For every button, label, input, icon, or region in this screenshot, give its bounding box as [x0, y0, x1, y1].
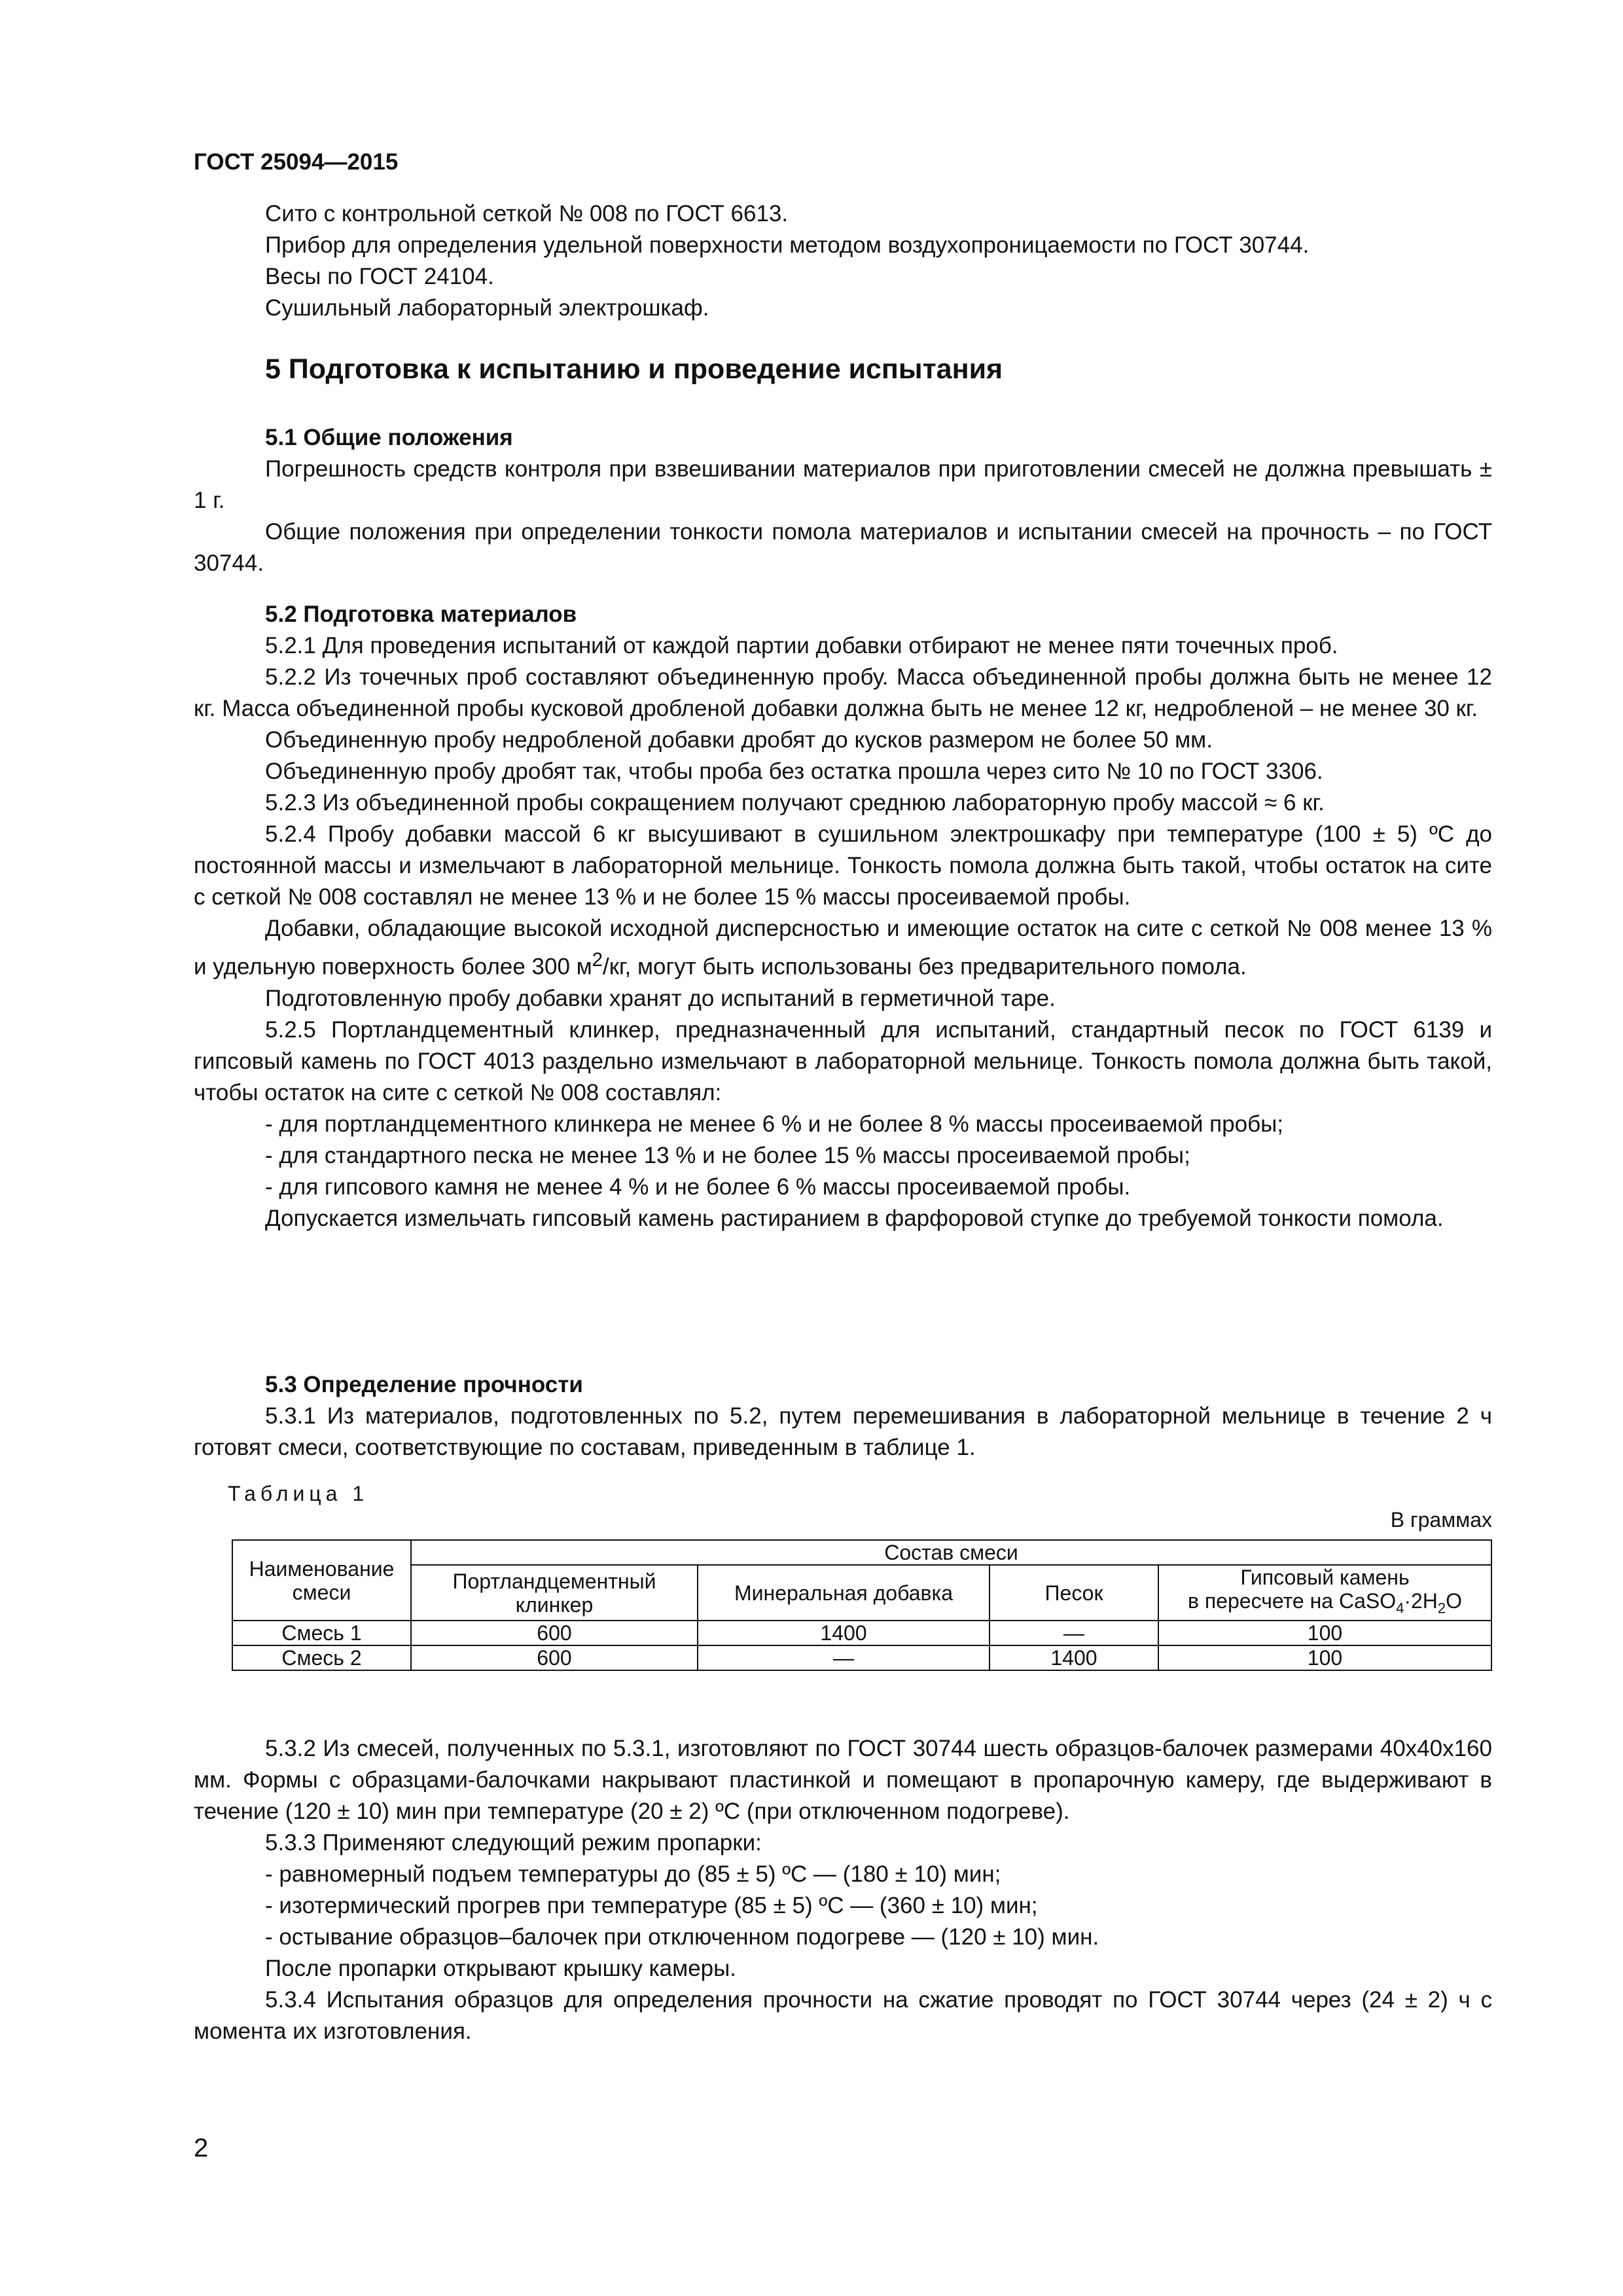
paragraph: [194, 913, 1492, 983]
equipment-item: Прибор для определения удельной поверхности методом воздухопроницаемости по ГОСТ 30744.: [265, 232, 1310, 258]
table-cell: 100: [1158, 1621, 1491, 1645]
paragraph: Подготовленную пробу добавки хранят до испытаний в герметичной таре.: [265, 985, 1056, 1011]
table-cell: Смесь 2: [232, 1645, 411, 1670]
text-run: Добавки, обладающие высокой исходной дисперсностью и имеющие остаток на сите с сеткой № 008 менее 13 % и удельную поверхность более 300 м: [194, 916, 1492, 980]
text-run: /кг, могут быть использованы без предварительного помола.: [602, 954, 1247, 980]
paragraph: Допускается измельчать гипсовый камень растиранием в фарфоровой ступке до требуемой тонкости помола.: [265, 1205, 1444, 1231]
paragraph: Объединенную пробу дробят так, чтобы проба без остатка прошла через сито № 10 по ГОСТ 3306.: [265, 759, 1323, 784]
paragraph: 5.2.4 Пробу добавки массой 6 кг высушивают в сушильном электрошкафу при температуре (100 ± 5) ºС до постоянной массы и измельчают в лабораторной мельнице. Тонкость помола должна быть такой, чтобы остаток на сите с сеткой № 008 составлял не менее 13 % и не более 15 % массы просеиваемой пробы.: [194, 821, 1492, 910]
column-header-line: Гипсовый камень: [1240, 1566, 1410, 1589]
paragraph: Общие положения при определении тонкости помола материалов и испытании смесей на прочность – по ГОСТ 30744.: [194, 519, 1492, 576]
paragraph: 5.2.1 Для проведения испытаний от каждой партии добавки отбирают не менее пяти точечных проб.: [265, 633, 1338, 658]
table-header-row: [232, 1565, 1491, 1621]
text-run: в пересчете на CaSO: [1187, 1589, 1397, 1613]
list-item: - для гипсового камня не менее 4 % и не более 6 % массы просеиваемой пробы.: [265, 1174, 1131, 1200]
column-header: Портландцементный клинкер: [411, 1565, 698, 1621]
list-item: - для портландцементного клинкера не менее 6 % и не более 8 % массы просеиваемой пробы;: [265, 1111, 1283, 1137]
section-title: 5 Подготовка к испытанию и проведение испытания: [265, 353, 1003, 385]
subscript: 4: [1396, 1600, 1404, 1617]
table-cell: 600: [411, 1645, 698, 1670]
paragraph: 5.3.2 Из смесей, полученных по 5.3.1, изготовляют по ГОСТ 30744 шесть образцов-балочек размерами 40х40х160 мм. Формы с образцами-балочками накрывают пластинкой и помещают в пропарочную камеру, где выдерживают в течение (120 ± 10) мин при температуре (20 ± 2) ºС (при отключенном подогреве).: [194, 1736, 1492, 1824]
subsection-title: 5.3 Определение прочности: [265, 1372, 583, 1397]
list-item: - изотермический прогрев при температуре (85 ± 5) ºС — (360 ± 10) мин;: [265, 1893, 1038, 1918]
column-header: Минеральная добавка: [698, 1565, 990, 1621]
text-run: O: [1446, 1589, 1463, 1613]
subsection-5-2: [194, 599, 1492, 1234]
superscript: 2: [592, 950, 603, 971]
subsection-title: 5.1 Общие положения: [265, 425, 513, 450]
column-header-line: [1164, 1589, 1486, 1620]
table-cell: 1400: [698, 1621, 990, 1645]
page-number: 2: [194, 2134, 209, 2162]
table-row: [232, 1645, 1491, 1670]
column-header: Песок: [990, 1565, 1158, 1621]
list-item: - равномерный подъем температуры до (85 ± 5) ºС — (180 ± 10) мин;: [265, 1861, 1001, 1887]
paragraph: 5.3.1 Из материалов, подготовленных по 5.2, путем перемешивания в лабораторной мельнице в течение 2 ч готовят смеси, соответствующие по составам, приведенным в таблице 1.: [194, 1403, 1492, 1460]
table-cell: 100: [1158, 1645, 1491, 1670]
table-cell: —: [990, 1621, 1158, 1645]
table-cell: 1400: [990, 1645, 1158, 1670]
paragraph: Погрешность средств контроля при взвешивании материалов при приготовлении смесей не должна превышать ± 1 г.: [194, 456, 1492, 513]
column-header: Наименование смеси: [232, 1540, 411, 1621]
table-caption: Таблица 1: [228, 1482, 369, 1505]
document-header: ГОСТ 25094—2015: [194, 149, 399, 175]
subscript: 2: [1437, 1600, 1446, 1617]
equipment-item: Сито с контрольной сеткой № 008 по ГОСТ 6613.: [265, 201, 789, 226]
composition-table: [232, 1539, 1492, 1671]
table-cell: —: [698, 1645, 990, 1670]
equipment-list: [194, 198, 1492, 324]
table-row: [232, 1621, 1491, 1645]
list-item: - остывание образцов–балочек при отключенном подогреве — (120 ± 10) мин.: [265, 1924, 1099, 1950]
subsection-title: 5.2 Подготовка материалов: [265, 601, 577, 627]
subsection-5-3: [194, 1369, 1492, 1463]
list-item: - для стандартного песка не менее 13 % и не более 15 % массы просеиваемой пробы;: [265, 1142, 1190, 1168]
table-header-row: [232, 1540, 1491, 1565]
equipment-item: Сушильный лабораторный электрошкаф.: [265, 295, 709, 321]
paragraph: 5.3.3 Применяют следующий режим пропарки:: [265, 1830, 762, 1856]
paragraph: 5.2.5 Портландцементный клинкер, предназначенный для испытаний, стандартный песок по ГОСТ 6139 и гипсовый камень по ГОСТ 4013 раздельно измельчают в лабораторной мельнице. Тонкость помола должна быть такой, чтобы остаток на сите с сеткой № 008 составлял:: [194, 1016, 1492, 1105]
column-group-header: Состав смеси: [411, 1540, 1491, 1565]
column-header: [1158, 1565, 1491, 1621]
subsection-5-3-continued: [194, 1733, 1492, 2047]
table-unit: В граммах: [1390, 1508, 1492, 1532]
paragraph: 5.2.3 Из объединенной пробы сокращением получают среднюю лабораторную пробу массой ≈ 6 кг.: [265, 790, 1325, 816]
equipment-item: Весы по ГОСТ 24104.: [265, 264, 494, 289]
paragraph: После пропарки открывают крышку камеры.: [265, 1956, 737, 1981]
subsection-5-1: [194, 422, 1492, 579]
paragraph: 5.2.2 Из точечных проб составляют объединенную пробу. Масса объединенной пробы должна быть не менее 12 кг. Масса объединенной пробы кусковой дробленой добавки должна быть не менее 12 кг, недробленой – не менее 30 кг.: [194, 664, 1492, 721]
paragraph: 5.3.4 Испытания образцов для определения прочности на сжатие проводят по ГОСТ 30744 через (24 ± 2) ч с момента их изготовления.: [194, 1987, 1492, 2044]
paragraph: Объединенную пробу недробленой добавки дробят до кусков размером не более 50 мм.: [265, 727, 1213, 753]
table-cell: 600: [411, 1621, 698, 1645]
text-run: ·2H: [1404, 1589, 1438, 1613]
table-cell: Смесь 1: [232, 1621, 411, 1645]
